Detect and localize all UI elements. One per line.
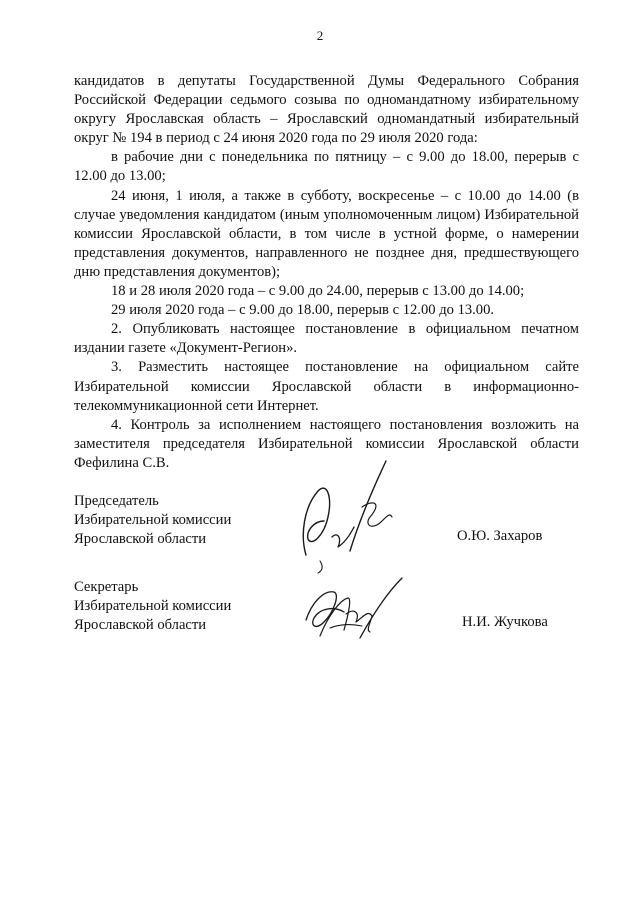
chairman-name: О.Ю. Захаров xyxy=(457,528,543,544)
paragraph-item-4-control: 4. Контроль за исполнением настоящего постановления возложить на заместителя председателя Избирательной комиссии Ярославской области Фефилина С.В. xyxy=(74,416,579,471)
paragraph-weekends: 24 июня, 1 июля, а также в субботу, воскресенье – с 10.00 до 14.00 (в случае уведомления кандидатом (иным уполномоченным лицом) Избирательной комиссии Ярославской области, в том числе в устной форме, о намерении представления документов, направленного не позднее дня, предшествующего дню представления документов); xyxy=(74,187,579,280)
chairman-title-line: Ярославской области xyxy=(74,531,207,548)
paragraph-july-18-28: 18 и 28 июля 2020 года – с 9.00 до 24.00, перерыв с 13.00 до 14.00; xyxy=(111,283,525,300)
paragraph-item-3-website: 3. Разместить настоящее постановление на официальном сайте Избирательной комиссии Ярославской области в информационно-телекоммуникационной сети Интернет. xyxy=(74,359,579,414)
chairman-title-block xyxy=(74,492,254,549)
secretary-title-line: Избирательной комиссии xyxy=(74,598,232,615)
paragraph-workdays: в рабочие дни с понедельника по пятницу – с 9.00 до 18.00, перерыв с 12.00 до 13.00; xyxy=(74,149,579,185)
secretary-title-line: Секретарь xyxy=(74,579,139,595)
secretary-title-block xyxy=(74,578,254,635)
paragraph-candidates-period: кандидатов в депутаты Государственной Думы Федерального Собрания Российской Федерации седьмого созыва по одномандатному избирательному округу Ярославская область – Ярославский одномандатный избирательный округ № 194 в период с 24 июня 2020 года по 29 июля 2020 года: xyxy=(74,73,579,147)
paragraph-item-2-publish: 2. Опубликовать настоящее постановление в официальном печатном издании газете «Документ-Регион». xyxy=(74,321,579,357)
paragraph-july-29: 29 июля 2020 года – с 9.00 до 18.00, перерыв с 12.00 до 13.00. xyxy=(111,302,495,319)
secretary-title-line: Ярославской области xyxy=(74,617,207,634)
chairman-title-line: Избирательной комиссии xyxy=(74,512,232,529)
chairman-handwritten-signature xyxy=(298,455,413,575)
secretary-name: Н.И. Жучкова xyxy=(462,614,548,630)
page-number: 2 xyxy=(316,28,324,43)
chairman-title-line: Председатель xyxy=(74,493,159,509)
secretary-handwritten-signature xyxy=(300,572,410,647)
document-body xyxy=(74,72,579,473)
